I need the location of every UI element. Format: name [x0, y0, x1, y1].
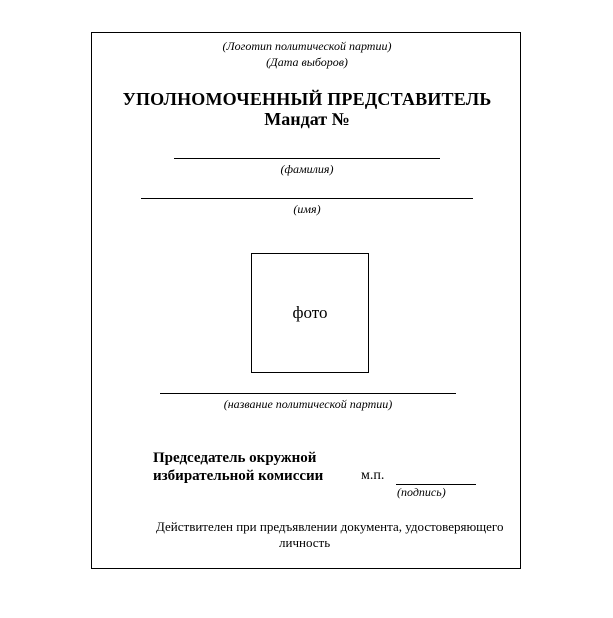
- mandate-number: Мандат №: [264, 109, 350, 129]
- validity-note-line1: Действителен при предъявлении документа, удостоверяющего: [156, 519, 504, 534]
- chairman-title-line2: избирательной комиссии: [153, 468, 324, 484]
- validity-note-line2: личность: [279, 535, 331, 550]
- chairman-title-line1: Председатель окружной: [153, 450, 317, 466]
- document-title: УПОЛНОМОЧЕННЫЙ ПРЕДСТАВИТЕЛЬ: [122, 89, 492, 109]
- mandate-card: [91, 32, 521, 569]
- party-logo-placeholder: (Логотип политической партии): [222, 39, 392, 53]
- signature-label: (подпись): [397, 485, 446, 499]
- party-name-label: (название политической партии): [223, 397, 393, 411]
- election-date-placeholder: (Дата выборов): [266, 55, 348, 69]
- photo-label: фото: [292, 303, 328, 322]
- name-label: (имя): [293, 202, 321, 216]
- surname-label: (фамилия): [280, 162, 334, 176]
- photo-box: [251, 253, 369, 373]
- stamp-place: м.п.: [361, 468, 385, 483]
- name-line: [141, 198, 473, 199]
- surname-line: [174, 158, 440, 159]
- party-name-line: [160, 393, 456, 394]
